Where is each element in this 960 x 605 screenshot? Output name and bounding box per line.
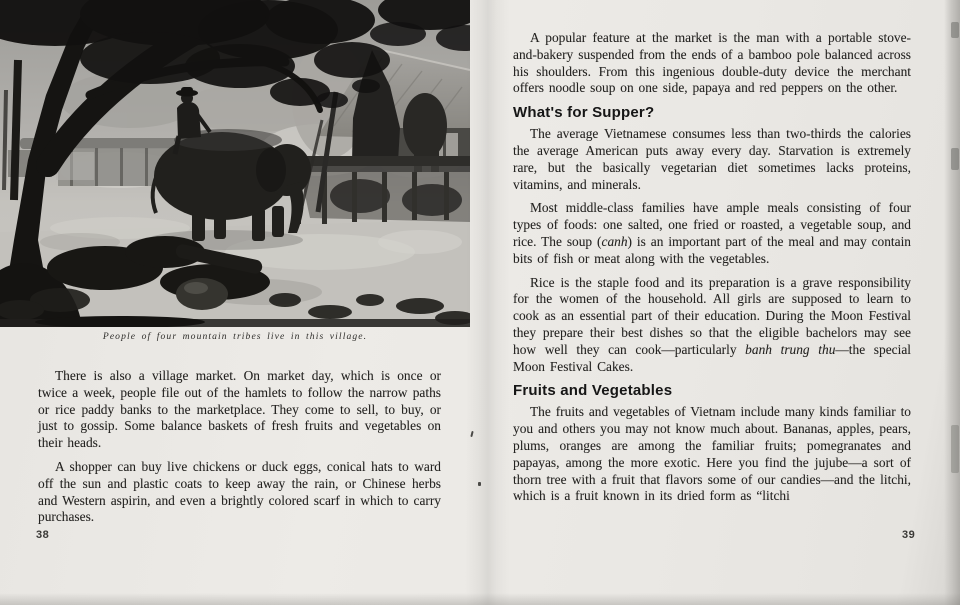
paragraph-village-market: There is also a village market. On market day, which is once or twice a week, people file out of the hamlets to follow the narrow paths or rice paddy banks to the marketplace. They come to sell, to buy, or just to gossip. Some balance baskets of fresh fruits and vegetables on their heads. xyxy=(38,368,441,451)
right-page-text xyxy=(513,30,911,512)
page-edge-mark xyxy=(951,425,959,473)
left-page-text xyxy=(38,368,441,533)
paragraph-shopper: A shopper can buy live chickens or duck eggs, conical hats to ward off the sun and plastic coats to keep away the rain, or Chinese herbs and Western aspirin, and even a brightly colored scarf in which to carry purchases. xyxy=(38,458,441,525)
heading-fruits-and-vegetables: Fruits and Vegetables xyxy=(513,382,673,400)
scan-speck xyxy=(478,482,481,486)
village-photo-illustration xyxy=(0,0,470,327)
paragraph-average-vietnamese: The average Vietnamese consumes less than two-thirds the calories the average American puts away every day. Starvation is extremely rare, but the basically vegetarian diet sometimes lacks proteins, vitamins, and minerals. xyxy=(513,126,911,192)
photo-caption: People of four mountain tribes live in this village. xyxy=(102,331,368,342)
paragraph-fruits-vegetables: The fruits and vegetables of Vietnam include many kinds familiar to you and others you may not know much about. Bananas, apples, pears, plums, oranges are among the familiar fruits; pomegranates and papayas, among the more exotic. Here you find the jujube—a sort of thorn tree with a fruit that flavors some of our candies—and the litchi, which is a fruit known in its dried form as “litchi xyxy=(513,404,911,504)
page-gutter xyxy=(466,0,510,605)
paragraph-rice-staple: Rice is the staple food and its preparation is a grave responsibility for the women of the household. All girls are supposed to learn to cook as an essential part of their education. During the Moon Festival they prepare their best dishes so that the eligible bachelors may see how well they can cook—particularly banh trung thu—the special Moon Festival Cakes. xyxy=(513,274,911,374)
book-page-edges xyxy=(944,0,960,605)
paragraph-portable-stove: A popular feature at the market is the man with a portable stove-and-bakery suspended from the ends of a bamboo pole balanced across his shoulders. From this ingenious double-duty device the merchant offers noodle soup on one side, papaya and red peppers on the other. xyxy=(513,30,911,96)
scan-speck xyxy=(470,431,473,437)
right-page-number: 39 xyxy=(902,529,916,541)
paragraph-middle-class-meals: Most middle-class families have ample meals consisting of four types of foods: one salted, one fried or roasted, a vegetable soup, and rice. The soup (canh) is an important part of the meal and may contain bits of fish or meat along with the vegetables. xyxy=(513,200,911,266)
page-edge-mark xyxy=(951,22,959,38)
heading-whats-for-supper: What's for Supper? xyxy=(513,104,655,122)
village-photograph xyxy=(0,0,470,327)
book-bottom-shadow xyxy=(0,593,960,605)
page-edge-mark xyxy=(951,148,959,170)
left-page-number: 38 xyxy=(36,529,50,541)
